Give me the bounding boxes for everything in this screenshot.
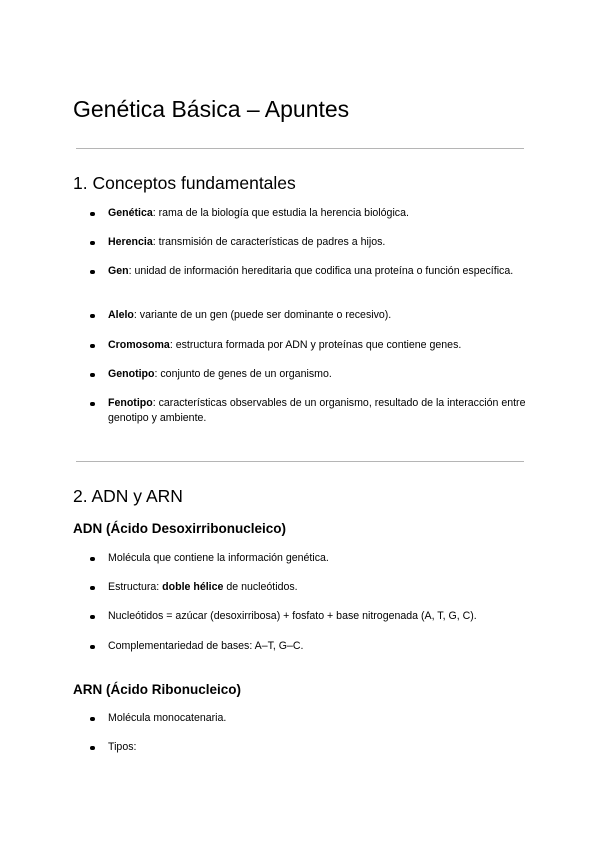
list-item — [108, 396, 528, 426]
term: Cromosoma — [108, 339, 170, 351]
list-item — [108, 264, 528, 279]
bullet-icon — [90, 557, 95, 562]
bullet-icon — [90, 586, 95, 591]
term: Genética — [108, 207, 153, 219]
bullet-icon — [90, 212, 95, 217]
bullet-icon — [90, 717, 95, 722]
bullet-icon — [90, 645, 95, 650]
list-item — [108, 308, 528, 323]
page-title: Genética Básica – Apuntes — [73, 96, 350, 122]
divider — [76, 148, 524, 149]
term: Genotipo — [108, 368, 155, 380]
bullet-icon — [90, 344, 95, 349]
section-heading-adn-arn: 2. ADN y ARN — [73, 486, 183, 506]
definition: : unidad de información hereditaria que codifica una proteína o función específica. — [128, 265, 514, 277]
list-item — [108, 235, 528, 250]
bullet-icon — [90, 314, 95, 319]
list-item — [108, 338, 528, 353]
section-heading-conceptos: 1. Conceptos fundamentales — [73, 173, 296, 193]
list-item: Tipos: — [108, 740, 528, 755]
emphasis: doble hélice — [162, 581, 224, 593]
divider — [76, 461, 524, 462]
term: Gen — [108, 265, 129, 277]
bullet-icon — [90, 270, 95, 275]
term: Alelo — [108, 309, 134, 321]
list-item: Nucleótidos = azúcar (desoxirribosa) + fosfato + base nitrogenada (A, T, G, C). — [108, 609, 528, 624]
definition: : conjunto de genes de un organismo. — [154, 368, 332, 380]
definition: : características observables de un organismo, resultado de la interacción entre genotipo y ambiente. — [108, 397, 526, 424]
definition: : rama de la biología que estudia la herencia biológica. — [152, 207, 409, 219]
list-item — [108, 367, 528, 382]
subsection-heading-adn: ADN (Ácido Desoxirribonucleico) — [73, 521, 287, 536]
bullet-icon — [90, 746, 95, 751]
bullet-icon — [90, 615, 95, 620]
definition: : estructura formada por ADN y proteínas que contiene genes. — [169, 339, 462, 351]
list-item: Complementariedad de bases: A–T, G–C. — [108, 639, 528, 654]
list-item: Estructura: doble hélice de nucleótidos. — [108, 580, 528, 595]
definition: : variante de un gen (puede ser dominante o recesivo). — [133, 309, 392, 321]
list-item: Molécula que contiene la información genética. — [108, 551, 528, 566]
list-item: Molécula monocatenaria. — [108, 711, 528, 726]
subsection-heading-arn: ARN (Ácido Ribonucleico) — [73, 682, 241, 697]
bullet-icon — [90, 241, 95, 246]
bullet-icon — [90, 402, 95, 407]
term: Fenotipo — [108, 397, 153, 409]
term: Herencia — [108, 236, 153, 248]
definition: : transmisión de características de padres a hijos. — [152, 236, 386, 248]
list-item — [108, 206, 528, 221]
bullet-icon — [90, 373, 95, 378]
